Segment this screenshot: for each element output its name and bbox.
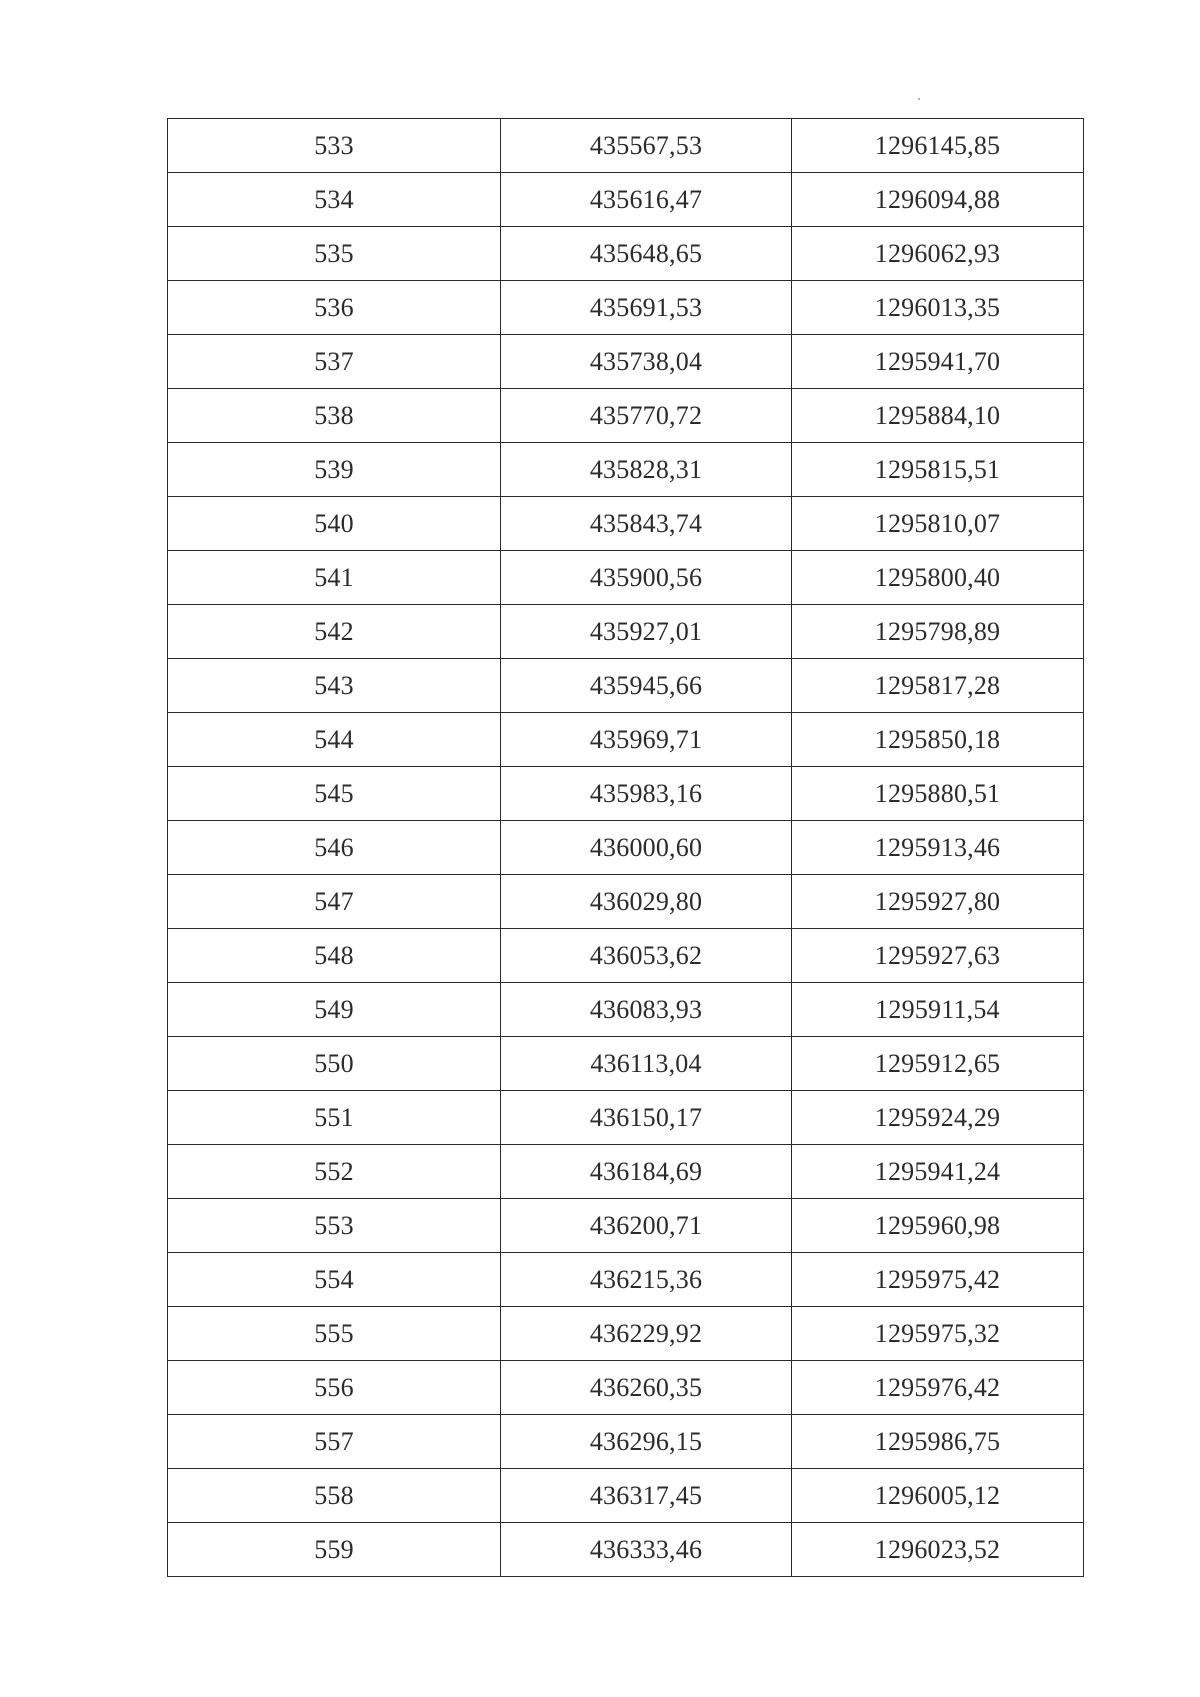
y-coordinate-cell: 1295850,18	[792, 713, 1084, 767]
x-coordinate-cell: 435738,04	[501, 335, 792, 389]
table-row	[168, 551, 1084, 605]
table-row	[168, 119, 1084, 173]
point-number-cell: 534	[168, 173, 501, 227]
point-number-cell: 555	[168, 1307, 501, 1361]
point-number-cell: 546	[168, 821, 501, 875]
table-row	[168, 1199, 1084, 1253]
y-coordinate-cell: 1295927,80	[792, 875, 1084, 929]
point-number-cell: 535	[168, 227, 501, 281]
table-row	[168, 281, 1084, 335]
x-coordinate-cell: 435983,16	[501, 767, 792, 821]
table-row	[168, 929, 1084, 983]
y-coordinate-cell: 1296094,88	[792, 173, 1084, 227]
y-coordinate-cell: 1295884,10	[792, 389, 1084, 443]
x-coordinate-cell: 436000,60	[501, 821, 792, 875]
point-number-cell: 552	[168, 1145, 501, 1199]
point-number-cell: 550	[168, 1037, 501, 1091]
point-number-cell: 547	[168, 875, 501, 929]
y-coordinate-cell: 1295924,29	[792, 1091, 1084, 1145]
y-coordinate-cell: 1295986,75	[792, 1415, 1084, 1469]
table-row	[168, 821, 1084, 875]
table-row	[168, 1523, 1084, 1577]
point-number-cell: 540	[168, 497, 501, 551]
x-coordinate-cell: 436200,71	[501, 1199, 792, 1253]
point-number-cell: 551	[168, 1091, 501, 1145]
y-coordinate-cell: 1296013,35	[792, 281, 1084, 335]
point-number-cell: 549	[168, 983, 501, 1037]
y-coordinate-cell: 1295960,98	[792, 1199, 1084, 1253]
table-row	[168, 227, 1084, 281]
x-coordinate-cell: 435567,53	[501, 119, 792, 173]
table-row	[168, 1145, 1084, 1199]
coordinates-table-body	[168, 119, 1084, 1577]
x-coordinate-cell: 436333,46	[501, 1523, 792, 1577]
point-number-cell: 544	[168, 713, 501, 767]
point-number-cell: 553	[168, 1199, 501, 1253]
scan-speck	[918, 98, 920, 100]
table-row	[168, 1307, 1084, 1361]
x-coordinate-cell: 436317,45	[501, 1469, 792, 1523]
x-coordinate-cell: 436229,92	[501, 1307, 792, 1361]
point-number-cell: 538	[168, 389, 501, 443]
table-row	[168, 1415, 1084, 1469]
y-coordinate-cell: 1295976,42	[792, 1361, 1084, 1415]
point-number-cell: 554	[168, 1253, 501, 1307]
table-row	[168, 659, 1084, 713]
coordinates-table	[167, 118, 1084, 1577]
point-number-cell: 542	[168, 605, 501, 659]
y-coordinate-cell: 1295913,46	[792, 821, 1084, 875]
point-number-cell: 533	[168, 119, 501, 173]
point-number-cell: 559	[168, 1523, 501, 1577]
x-coordinate-cell: 436260,35	[501, 1361, 792, 1415]
x-coordinate-cell: 435691,53	[501, 281, 792, 335]
x-coordinate-cell: 435828,31	[501, 443, 792, 497]
table-row	[168, 875, 1084, 929]
x-coordinate-cell: 436296,15	[501, 1415, 792, 1469]
point-number-cell: 536	[168, 281, 501, 335]
table-row	[168, 1253, 1084, 1307]
x-coordinate-cell: 435770,72	[501, 389, 792, 443]
point-number-cell: 543	[168, 659, 501, 713]
table-row	[168, 173, 1084, 227]
y-coordinate-cell: 1296145,85	[792, 119, 1084, 173]
x-coordinate-cell: 436113,04	[501, 1037, 792, 1091]
table-row	[168, 1361, 1084, 1415]
x-coordinate-cell: 435945,66	[501, 659, 792, 713]
y-coordinate-cell: 1295880,51	[792, 767, 1084, 821]
point-number-cell: 556	[168, 1361, 501, 1415]
table-row	[168, 389, 1084, 443]
y-coordinate-cell: 1295798,89	[792, 605, 1084, 659]
x-coordinate-cell: 435900,56	[501, 551, 792, 605]
x-coordinate-cell: 435927,01	[501, 605, 792, 659]
y-coordinate-cell: 1296005,12	[792, 1469, 1084, 1523]
x-coordinate-cell: 436053,62	[501, 929, 792, 983]
point-number-cell: 548	[168, 929, 501, 983]
point-number-cell: 539	[168, 443, 501, 497]
y-coordinate-cell: 1295941,24	[792, 1145, 1084, 1199]
table-row	[168, 983, 1084, 1037]
table-row	[168, 497, 1084, 551]
y-coordinate-cell: 1295815,51	[792, 443, 1084, 497]
y-coordinate-cell: 1296023,52	[792, 1523, 1084, 1577]
x-coordinate-cell: 435648,65	[501, 227, 792, 281]
table-row	[168, 335, 1084, 389]
y-coordinate-cell: 1295817,28	[792, 659, 1084, 713]
y-coordinate-cell: 1295810,07	[792, 497, 1084, 551]
x-coordinate-cell: 435616,47	[501, 173, 792, 227]
y-coordinate-cell: 1295912,65	[792, 1037, 1084, 1091]
x-coordinate-cell: 436029,80	[501, 875, 792, 929]
x-coordinate-cell: 436184,69	[501, 1145, 792, 1199]
point-number-cell: 541	[168, 551, 501, 605]
x-coordinate-cell: 435843,74	[501, 497, 792, 551]
x-coordinate-cell: 435969,71	[501, 713, 792, 767]
point-number-cell: 545	[168, 767, 501, 821]
table-row	[168, 1469, 1084, 1523]
y-coordinate-cell: 1295927,63	[792, 929, 1084, 983]
y-coordinate-cell: 1295911,54	[792, 983, 1084, 1037]
y-coordinate-cell: 1296062,93	[792, 227, 1084, 281]
table-row	[168, 443, 1084, 497]
table-row	[168, 767, 1084, 821]
table-row	[168, 713, 1084, 767]
x-coordinate-cell: 436083,93	[501, 983, 792, 1037]
y-coordinate-cell: 1295800,40	[792, 551, 1084, 605]
table-row	[168, 1091, 1084, 1145]
table-row	[168, 1037, 1084, 1091]
point-number-cell: 558	[168, 1469, 501, 1523]
x-coordinate-cell: 436150,17	[501, 1091, 792, 1145]
y-coordinate-cell: 1295975,32	[792, 1307, 1084, 1361]
point-number-cell: 537	[168, 335, 501, 389]
point-number-cell: 557	[168, 1415, 501, 1469]
y-coordinate-cell: 1295975,42	[792, 1253, 1084, 1307]
x-coordinate-cell: 436215,36	[501, 1253, 792, 1307]
table-row	[168, 605, 1084, 659]
y-coordinate-cell: 1295941,70	[792, 335, 1084, 389]
